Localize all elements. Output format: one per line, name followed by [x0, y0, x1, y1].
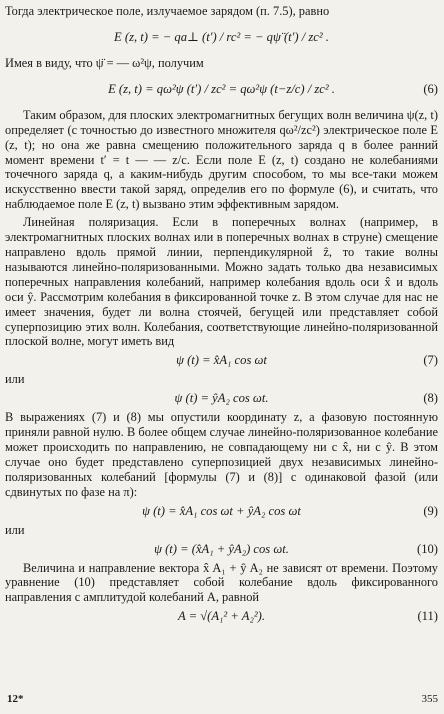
formula-6 [5, 72, 438, 106]
equation-number: (8) [423, 391, 438, 406]
text-column [5, 4, 438, 628]
paragraph-1: Тогда электрическое поле, излучаемое зарядом (п. 7.5), равно [5, 4, 330, 18]
formula-9 [5, 501, 438, 521]
equation-number: (7) [423, 353, 438, 368]
paragraph-linear-polarization: Линейная поляризация. Если в поперечных волнах (например, в электромагнитных плоских волнах или в поперечных волнах в струне) смещение направлено вдоль прямой линии, перпендикулярной ẑ, то такие волны называются линейно-поляризованными. Можно задать только два независимых поперечных направления колебаний, например колебания вдоль оси x̂ и вдоль оси ŷ. Рассмотрим колебания в фиксированной точке z. В этом случае для нас не имеет значения, будет ли волна стоячей, бегущей или представляет собой суперпозицию этих волн. Колебания, соответствующие линейно-поляризованной плоской волне, могут иметь вид [5, 215, 438, 349]
paragraph-6: Величина и направление вектора x̂ A₁ + ŷ A₂ не зависят от времени. Поэтому уравнение (10) представляет собой колебание вдоль фиксированного направления с амплитудой колебаний A, равной [5, 560, 438, 605]
formula-text: ψ (t) = ŷA₂ cos ωt. [174, 391, 269, 406]
page-number: 355 [421, 693, 438, 705]
formula-text: A = √(A₁² + A₂²). [178, 609, 265, 624]
formula-text: ψ (t) = x̂A₁ cos ωt + ŷA₂ cos ωt [142, 503, 301, 518]
formula-7 [5, 350, 438, 370]
formula-text: E (z, t) = qω²ψ (t′) / zc² = qω²ψ (t−z/c) / zc² . [108, 81, 335, 96]
paragraph-3: Таким образом, для плоских электромагнитных бегущих волн величина ψ(z, t) определяет (с точностью до известного множителя qω²/zc²) электрическое поле E (z, t); но она же равна смещению положительного заряда q в более ранний момент времени t′ = t — — z/c. Если поле E (z, t) создано не колебаниями точечного заряда q, а каким-нибудь другим способом, то мы все-таки можем искусственно ввести такой заряд, определив его по формуле (6), и считать, что наблюдаемое поле E (z, t) вызвано этим эффективным зарядом. [5, 107, 438, 212]
equation-number: (6) [423, 81, 438, 96]
formula-10 [5, 539, 438, 559]
equation-number: (11) [417, 609, 438, 624]
paragraph-5: В выражениях (7) и (8) мы опустили координату z, а фазовую постоянную приняли равной нулю. В более общем случае линейно-поляризованное колебание может происходить по направлению, не совпадающему ни с x̂, ни с ŷ. В этом случае оно будет представлено суперпозицией двух независимых линейно-поляризованных колебаний [формулы (7) и (8)] с одинаковой фазой (или сдвинутых по фазе на π): [5, 410, 438, 499]
formula-field-radiation [5, 20, 438, 54]
equation-number: (9) [423, 503, 438, 518]
paragraph-2: Имея в виду, что ψ̈ = — ω²ψ, получим [5, 55, 204, 70]
formula-text: E (z, t) = − qa⊥ (t′) / rc² = − qψ̈ (t′) / zc² . [114, 29, 329, 44]
signature-mark: 12* [7, 693, 24, 705]
equation-number: (10) [417, 541, 438, 556]
conjunction-or: или [5, 372, 25, 387]
formula-text: ψ (t) = x̂A₁ cos ωt [176, 353, 267, 368]
formula-text: ψ (t) = (x̂A₁ + ŷA₂) cos ωt. [154, 541, 289, 556]
formula-8 [5, 388, 438, 408]
page-footer [0, 692, 444, 710]
formula-11 [5, 606, 438, 626]
conjunction-or: или [5, 522, 25, 537]
